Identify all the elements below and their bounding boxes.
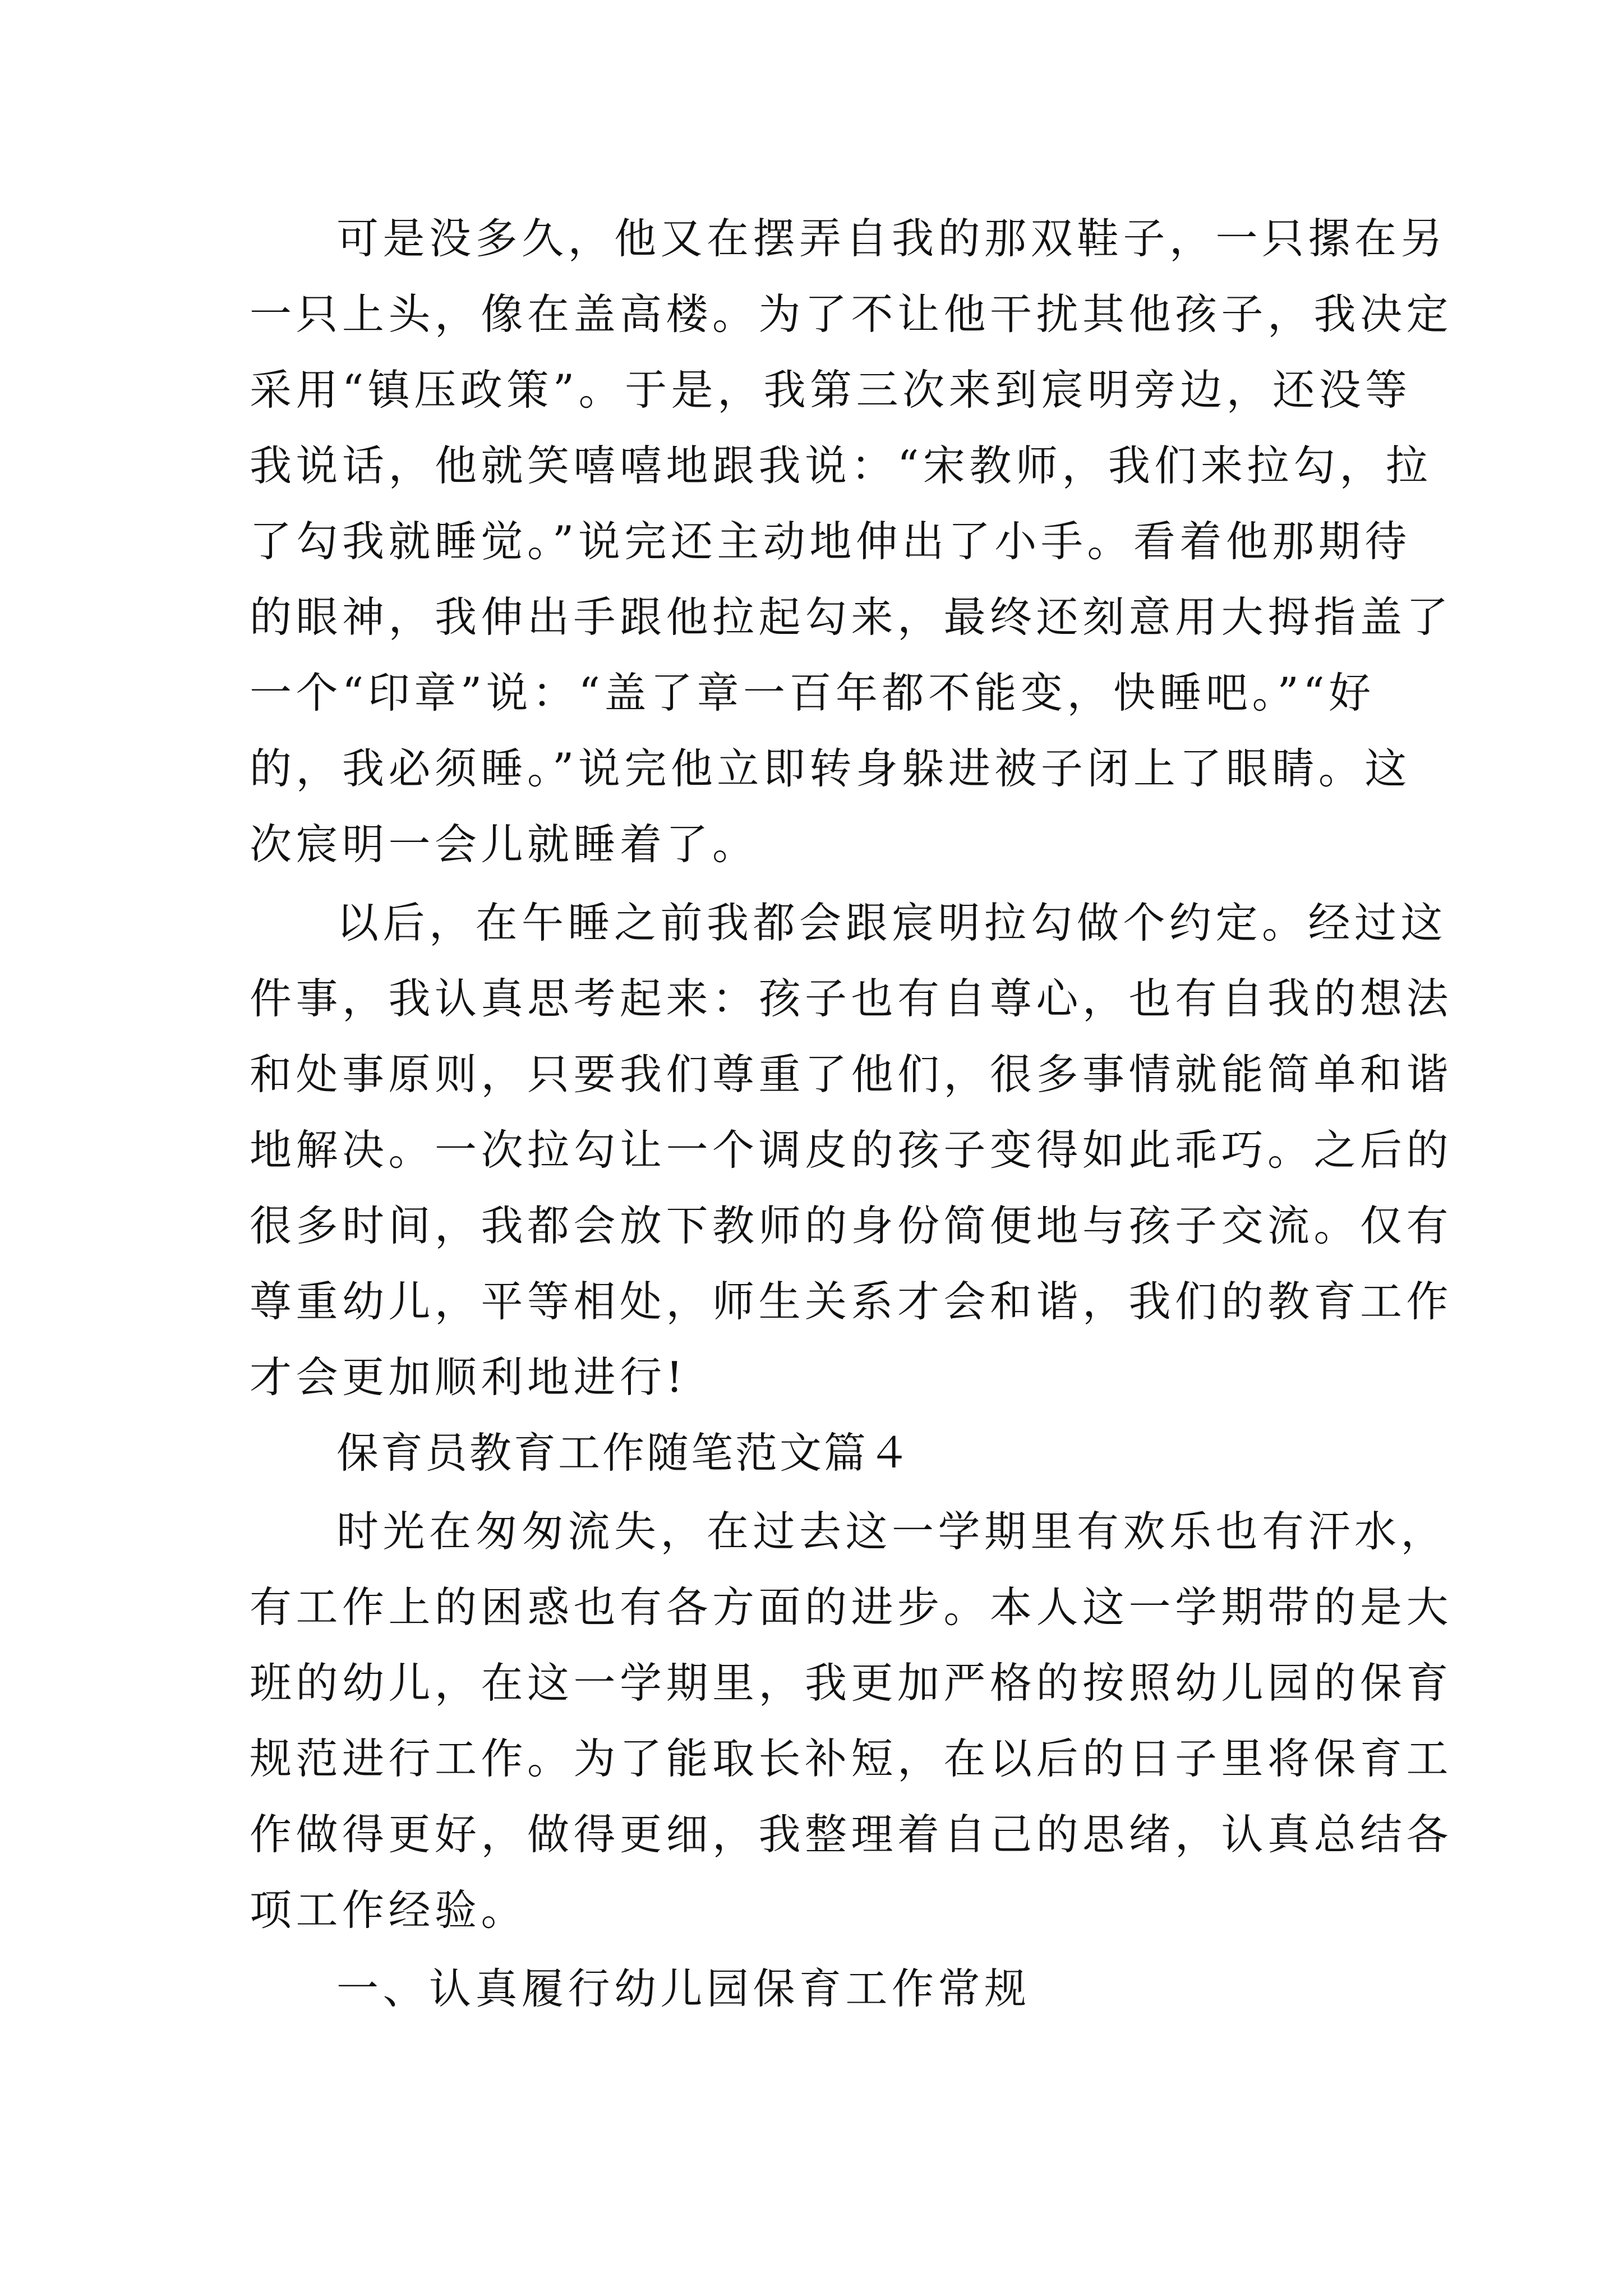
paragraph-line: 很多时间，我都会放下教师的身份简便地与孩子交流。仅有	[250, 1201, 1453, 1250]
paragraph-line: 一个“印章”说：“盖了章一百年都不能变，快睡吧。”“好	[250, 668, 1375, 717]
paragraph-line: 采用“镇压政策”。于是，我第三次来到宸明旁边，还没等	[250, 365, 1412, 415]
paragraph-line: 时光在匆匆流失，在过去这一学期里有欢乐也有汗水，	[336, 1507, 1447, 1556]
paragraph-line: 有工作上的困惑也有各方面的进步。本人这一学期带的是大	[250, 1582, 1453, 1632]
paragraph-line: 了勾我就睡觉。”说完还主动地伸出了小手。看着他那期待	[250, 517, 1411, 566]
paragraph-line: 作做得更好，做得更细，我整理着自己的思绪，认真总结各	[250, 1810, 1453, 1859]
paragraph-line: 我说话，他就笑嘻嘻地跟我说：“宋教师，我们来拉勾，拉	[250, 441, 1432, 490]
paragraph-line: 的，我必须睡。”说完他立即转身躲进被子闭上了眼睛。这	[250, 744, 1411, 793]
paragraph-line: 才会更加顺利地进行!	[250, 1352, 688, 1402]
paragraph-line: 次宸明一会儿就睡着了。	[250, 820, 759, 869]
paragraph-line: 一只上头，像在盖高楼。为了不让他干扰其他孩子，我决定	[250, 289, 1453, 339]
paragraph-line: 项工作经验。	[250, 1885, 528, 1935]
paragraph-line: 和处事原则，只要我们尊重了他们，很多事情就能简单和谐	[250, 1050, 1453, 1099]
paragraph-line: 的眼神，我伸出手跟他拉起勾来，最终还刻意用大拇指盖了	[250, 592, 1453, 642]
paragraph-line: 地解决。一次拉勾让一个调皮的孩子变得如此乖巧。之后的	[250, 1125, 1453, 1175]
paragraph-line: 以后，在午睡之前我都会跟宸明拉勾做个约定。经过这	[336, 898, 1447, 947]
paragraph-line: 件事，我认真思考起来：孩子也有自尊心，也有自我的想法	[250, 974, 1453, 1023]
paragraph-line: 可是没多久，他又在摆弄自我的那双鞋子，一只摞在另	[336, 214, 1447, 263]
paragraph-line: 尊重幼儿，平等相处，师生关系才会和谐，我们的教育工作	[250, 1277, 1453, 1326]
subsection-heading: 一、认真履行幼儿园保育工作常规	[336, 1964, 1031, 2013]
paragraph-line: 班的幼儿，在这一学期里，我更加严格的按照幼儿园的保育	[250, 1658, 1453, 1708]
paragraph-line: 规范进行工作。为了能取长补短，在以后的日子里将保育工	[250, 1734, 1453, 1783]
section-heading: 保育员教育工作随笔范文篇４	[336, 1428, 913, 1478]
